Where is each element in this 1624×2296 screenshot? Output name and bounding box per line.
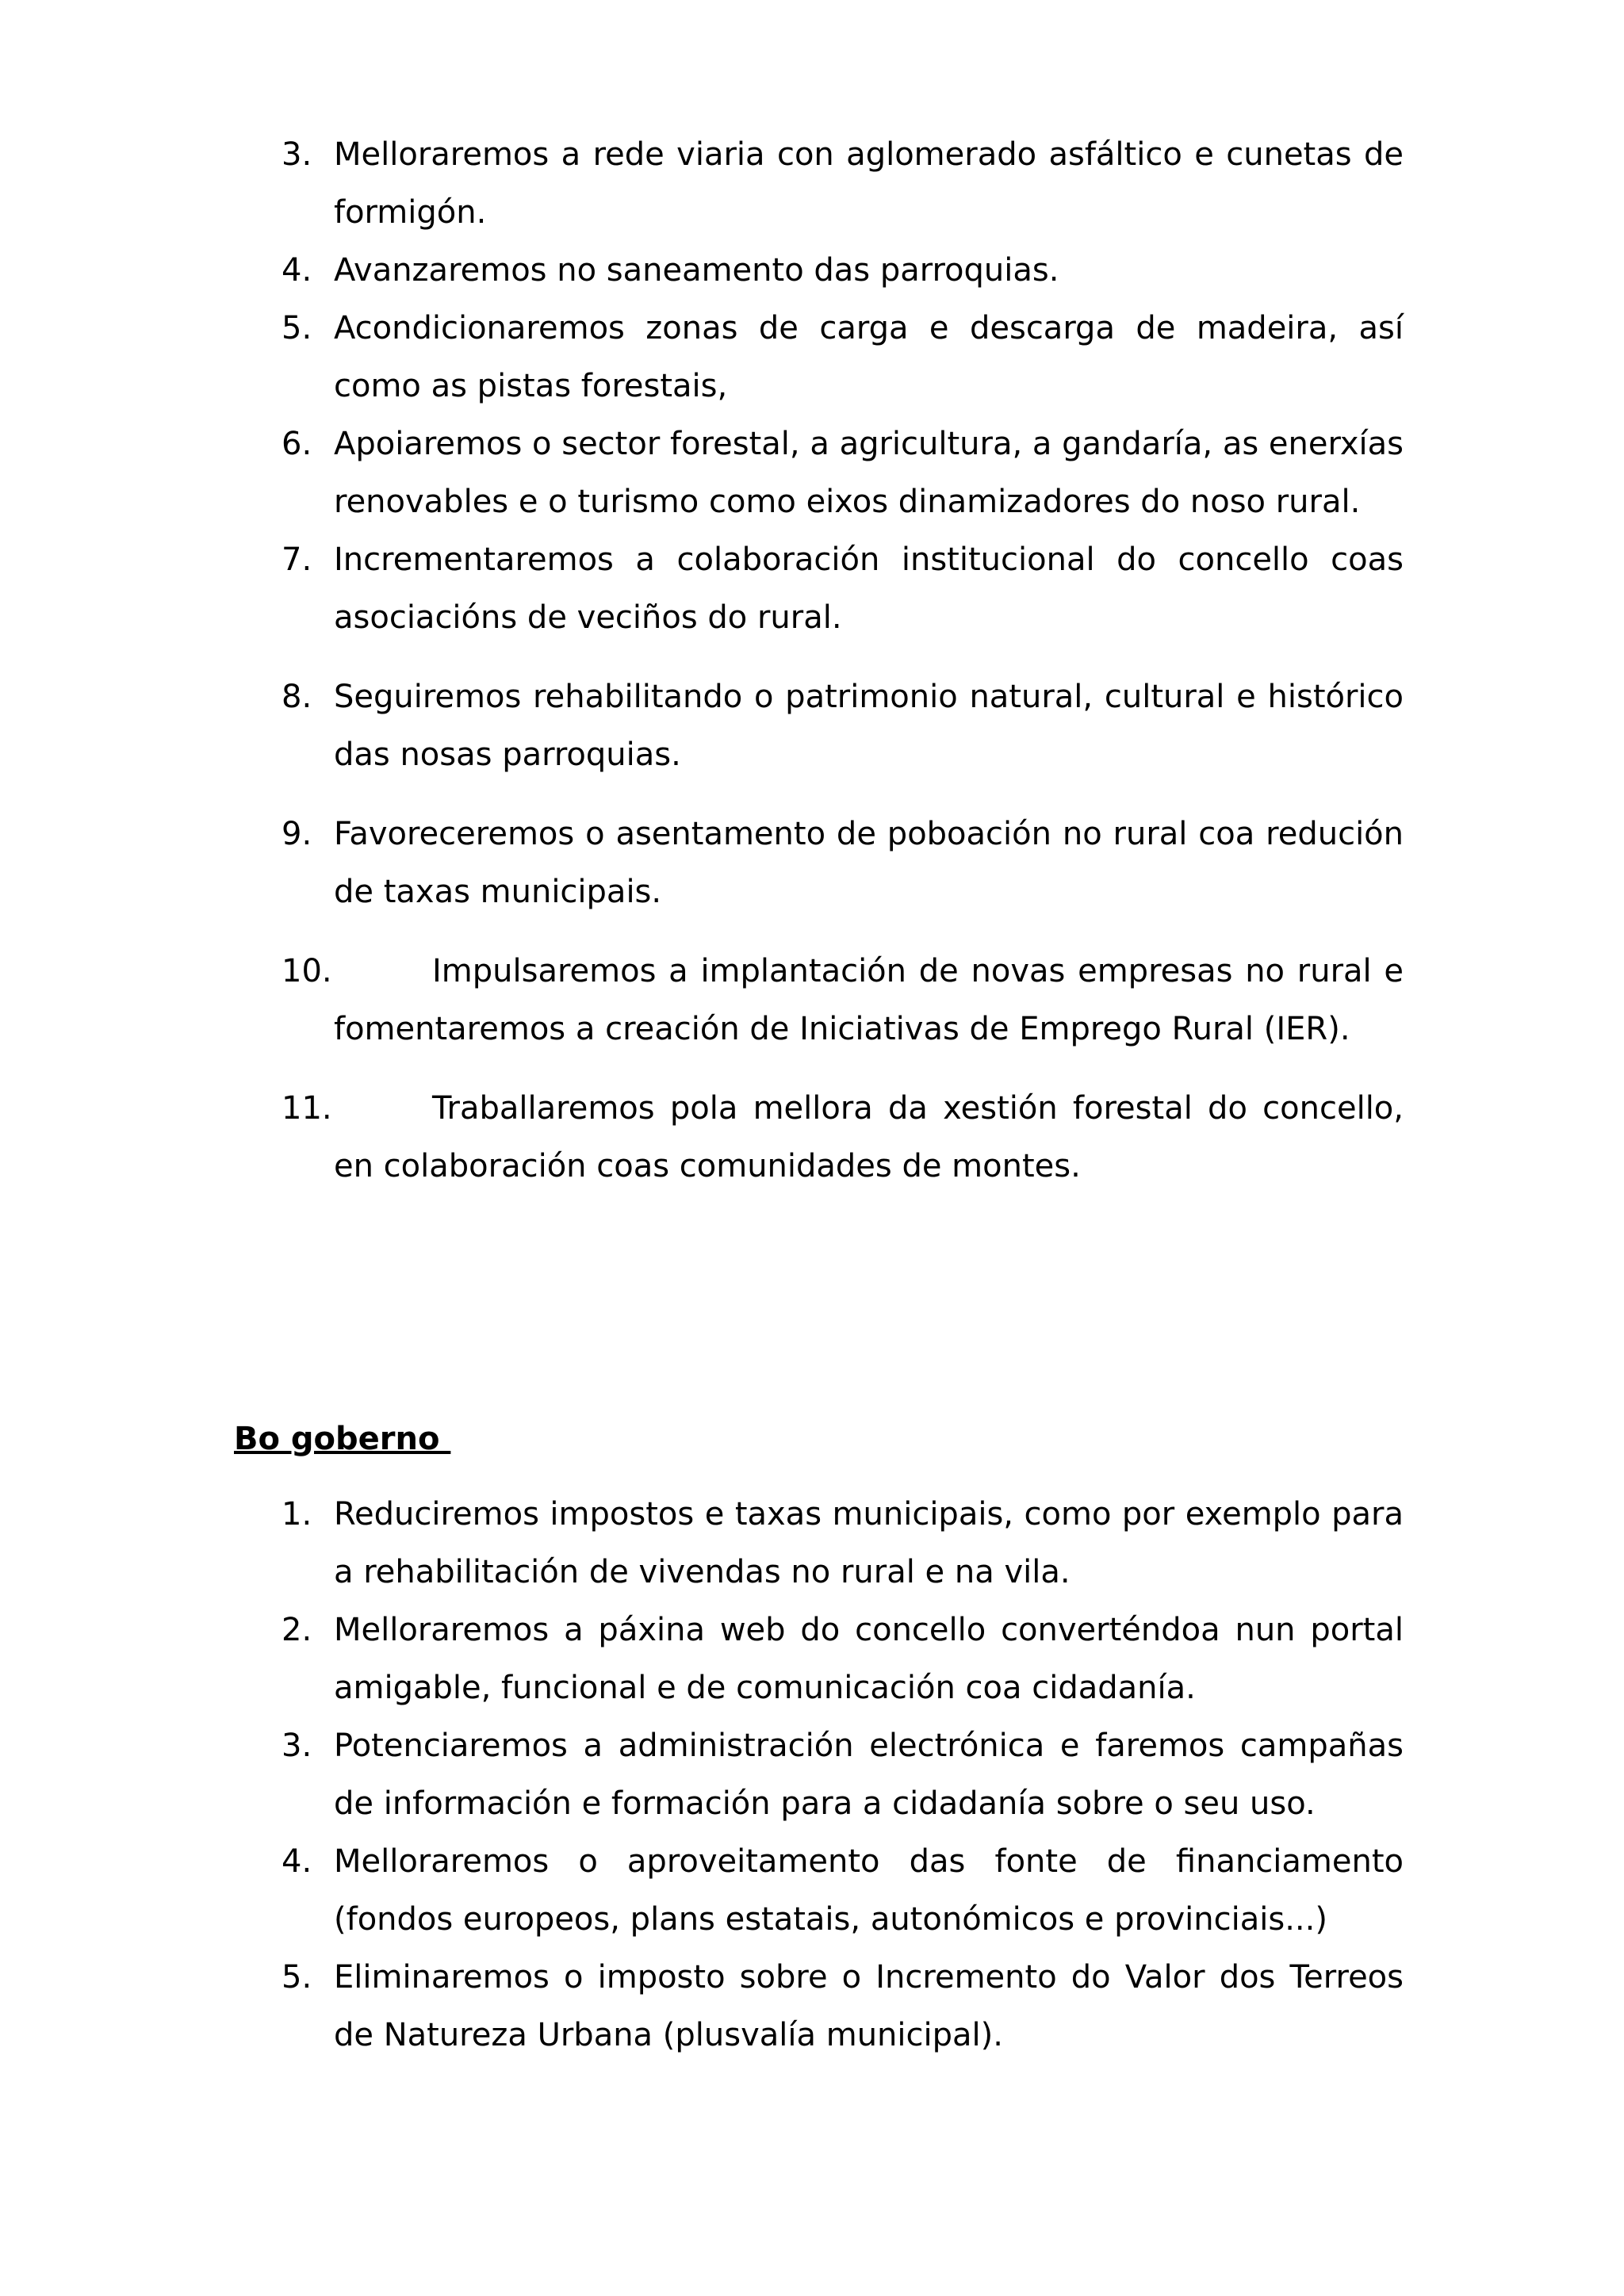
list-item-number: 9. bbox=[282, 816, 312, 852]
list-item-text: Melloraremos a páxina web do concello converténdoa nun portal amigable, funcional e de comunicación coa cidadanía. bbox=[334, 1612, 1404, 1706]
list-item bbox=[0, 531, 1624, 647]
list-item-text: Seguiremos rehabilitando o patrimonio natural, cultural e histórico das nosas parroquias. bbox=[334, 679, 1404, 773]
list-item bbox=[0, 1601, 1624, 1717]
list-item-text: Acondicionaremos zonas de carga e descarga de madeira, así como as pistas forestais, bbox=[334, 310, 1404, 404]
list-item-text: Reduciremos impostos e taxas municipais, como por exemplo para a rehabilitación de vivendas no rural e na vila. bbox=[334, 1496, 1404, 1590]
good-government-list bbox=[0, 1486, 1624, 2064]
list-item bbox=[0, 242, 1624, 300]
list-item bbox=[0, 806, 1624, 921]
list-item-text: Incrementaremos a colaboración institucional do concello coas asociacións de veciños do rural. bbox=[334, 541, 1404, 636]
list-item bbox=[0, 1717, 1624, 1833]
list-item-number: 5. bbox=[282, 310, 312, 346]
list-item-number: 3. bbox=[282, 136, 312, 173]
list-item-number: 4. bbox=[282, 1843, 312, 1880]
list-item bbox=[0, 668, 1624, 784]
list-item-number: 3. bbox=[282, 1728, 312, 1764]
list-item-number: 1. bbox=[282, 1496, 312, 1533]
list-item bbox=[0, 1833, 1624, 1949]
list-item-text: Potenciaremos a administración electrónica e faremos campañas de información e formación para a cidadanía sobre o seu uso. bbox=[334, 1728, 1404, 1822]
list-item-number: 11. bbox=[282, 1090, 332, 1127]
list-item-text: Favoreceremos o asentamento de poboación no rural coa redución de taxas municipais. bbox=[334, 816, 1404, 910]
list-item bbox=[0, 1486, 1624, 1601]
list-item-number: 6. bbox=[282, 426, 312, 462]
list-item-number: 8. bbox=[282, 679, 312, 715]
list-item-number: 5. bbox=[282, 1959, 312, 1996]
list-item-number: 10. bbox=[282, 953, 332, 989]
list-item bbox=[0, 1080, 1624, 1196]
section-heading: Bo goberno bbox=[234, 1421, 451, 1457]
list-item-text: Traballaremos pola mellora da xestión forestal do concello, en colaboración coas comunidades de montes. bbox=[334, 1090, 1404, 1184]
list-item-text: Melloraremos a rede viaria con aglomerado asfáltico e cunetas de formigón. bbox=[334, 136, 1404, 231]
list-item bbox=[0, 1949, 1624, 2064]
list-item-number: 7. bbox=[282, 541, 312, 578]
list-item-text: Apoiaremos o sector forestal, a agricultura, a gandaría, as enerxías renovables e o turismo como eixos dinamizadores do noso rural. bbox=[334, 426, 1404, 520]
list-item-text: Impulsaremos a implantación de novas empresas no rural e fomentaremos a creación de Iniciativas de Emprego Rural (IER). bbox=[334, 953, 1404, 1047]
list-item-number: 4. bbox=[282, 252, 312, 289]
rural-measures-list bbox=[0, 126, 1624, 1196]
list-item bbox=[0, 126, 1624, 242]
list-item bbox=[0, 943, 1624, 1058]
list-item-text: Avanzaremos no saneamento das parroquias. bbox=[334, 252, 1059, 289]
list-item-text: Melloraremos o aproveitamento das fonte de financiamento (fondos europeos, plans estatais, autonómicos e provinciais...) bbox=[334, 1843, 1404, 1938]
list-item-number: 2. bbox=[282, 1612, 312, 1648]
list-item bbox=[0, 415, 1624, 531]
list-item bbox=[0, 300, 1624, 415]
list-item-text: Eliminaremos o imposto sobre o Incremento do Valor dos Terreos de Natureza Urbana (plusvalía municipal). bbox=[334, 1959, 1404, 2053]
